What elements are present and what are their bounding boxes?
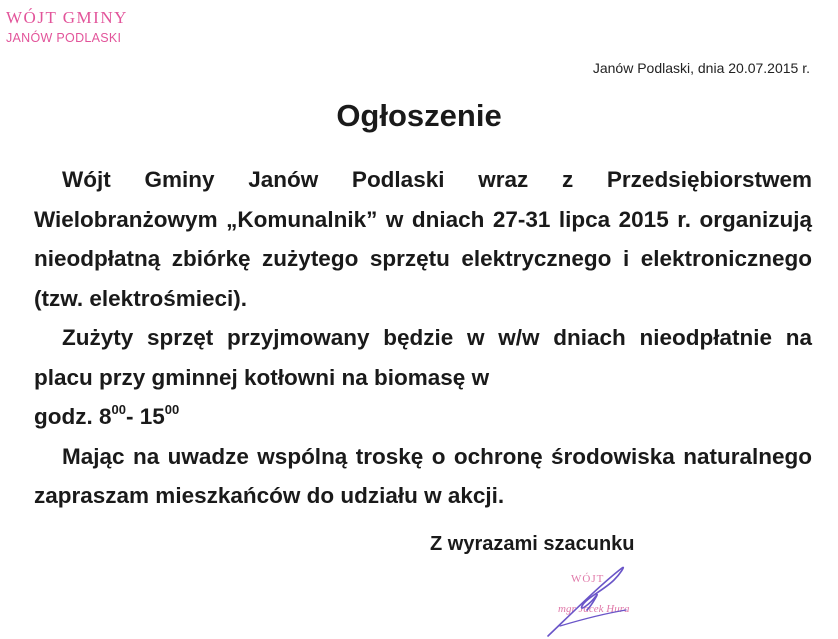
hours-to: 15 [139, 404, 165, 429]
stamp-title: WÓJT GMINY [6, 8, 128, 27]
announcement-body [34, 160, 812, 516]
paragraph-hours [34, 397, 812, 437]
hours-prefix: godz. [34, 404, 99, 429]
hours-from-minutes: 00 [111, 401, 126, 417]
hours-separator: - [125, 404, 140, 429]
signature-stamp-title: WÓJT [571, 573, 605, 585]
page-title: Ogłoszenie [336, 98, 502, 133]
paragraph-collection-info: Wójt Gminy Janów Podlaski wraz z Przedsiębiorstwem Wielobranżowym „Komunalnik” w dniach 27-31 lipca 2015 r. organizują nieodpłatną zbiórkę zużytego sprzętu elektrycznego i elektronicznego (tzw. elektrośmieci). [34, 167, 812, 311]
stamp-municipality: JANÓW PODLASKI [6, 31, 122, 45]
hours-from: 8 [98, 404, 112, 429]
paragraph-invitation: Mając na uwadze wspólną troskę o ochronę środowiska naturalnego zapraszam mieszkańców do udziału w akcji. [34, 443, 812, 508]
date-line: Janów Podlaski, dnia 20.07.2015 r. [592, 60, 810, 76]
signature-stamp-name: mgr Jacek Hura [558, 603, 630, 615]
location-text: Zużyty sprzęt przyjmowany będzie w w/w dniach nieodpłatnie na placu przy gminnej kotłowni na biomasę w [34, 325, 812, 390]
office-stamp [6, 8, 128, 45]
hours-to-minutes: 00 [164, 401, 180, 417]
handwritten-signature [530, 560, 650, 639]
closing-line: Z wyrazami szacunku [430, 533, 635, 555]
paragraph-location [34, 318, 812, 397]
